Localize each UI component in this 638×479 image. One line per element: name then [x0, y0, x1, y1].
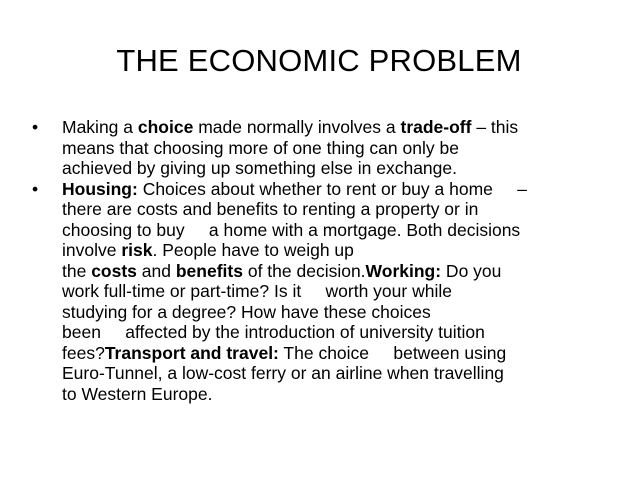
text-run: achieved by giving up something else in exchange. — [62, 158, 457, 178]
text-run: The choice between using — [278, 342, 507, 363]
text-line — [62, 261, 608, 282]
text-run: – this — [471, 117, 519, 137]
text-run: there are costs and benefits to renting a property or in — [62, 199, 479, 219]
text-run: made normally involves a — [193, 117, 401, 137]
text-run: been affected by the introduction of university tuition — [62, 322, 485, 342]
text-run: and — [136, 260, 176, 281]
text-run: Do you — [441, 260, 502, 281]
text-run: Choices about whether to rent or buy a home – — [137, 178, 527, 199]
text-line — [62, 322, 608, 343]
text-line — [62, 179, 608, 200]
text-line — [62, 220, 608, 241]
bold-term: Working: — [365, 260, 442, 281]
text-run: choosing to buy a home with a mortgage. Both decisions — [62, 219, 521, 240]
text-run: of the decision. — [242, 260, 366, 281]
text-line — [62, 158, 608, 179]
text-line — [62, 199, 608, 220]
slide-title: THE ECONOMIC PROBLEM — [116, 43, 522, 78]
bullet-paragraph — [62, 117, 608, 179]
bold-term: benefits — [175, 260, 243, 281]
bold-term: trade-off — [400, 117, 472, 137]
text-run: Euro-Tunnel, a low-cost ferry or an airline when travelling — [62, 363, 504, 383]
bullet-marker: • — [32, 179, 39, 199]
text-run: Making a — [62, 117, 138, 137]
bold-term: Housing: — [62, 178, 138, 199]
text-run: studying for a degree? How have these choices — [62, 301, 431, 322]
text-line — [62, 240, 608, 261]
bullet-marker: • — [32, 117, 39, 137]
slide-body — [62, 117, 608, 404]
text-line — [62, 384, 608, 405]
text-run: fees? — [62, 342, 105, 363]
text-run: means that choosing more of one thing can only be — [62, 137, 459, 158]
text-line — [62, 117, 608, 138]
text-run: the — [62, 260, 92, 281]
text-line — [62, 343, 608, 364]
bold-term: choice — [137, 117, 194, 137]
text-run: to Western Europe. — [62, 383, 213, 404]
text-line — [62, 138, 608, 159]
bold-term: Transport and travel: — [104, 342, 279, 363]
text-line — [62, 363, 608, 384]
text-line — [62, 281, 608, 302]
bold-term: costs — [91, 260, 137, 281]
text-run: work full-time or part-time? Is it worth your while — [62, 281, 452, 301]
bullet-paragraph — [62, 179, 608, 405]
text-line — [62, 302, 608, 323]
text-run: involve — [62, 240, 122, 260]
bold-term: risk — [121, 240, 153, 260]
text-run: . People have to weigh up — [152, 240, 354, 260]
